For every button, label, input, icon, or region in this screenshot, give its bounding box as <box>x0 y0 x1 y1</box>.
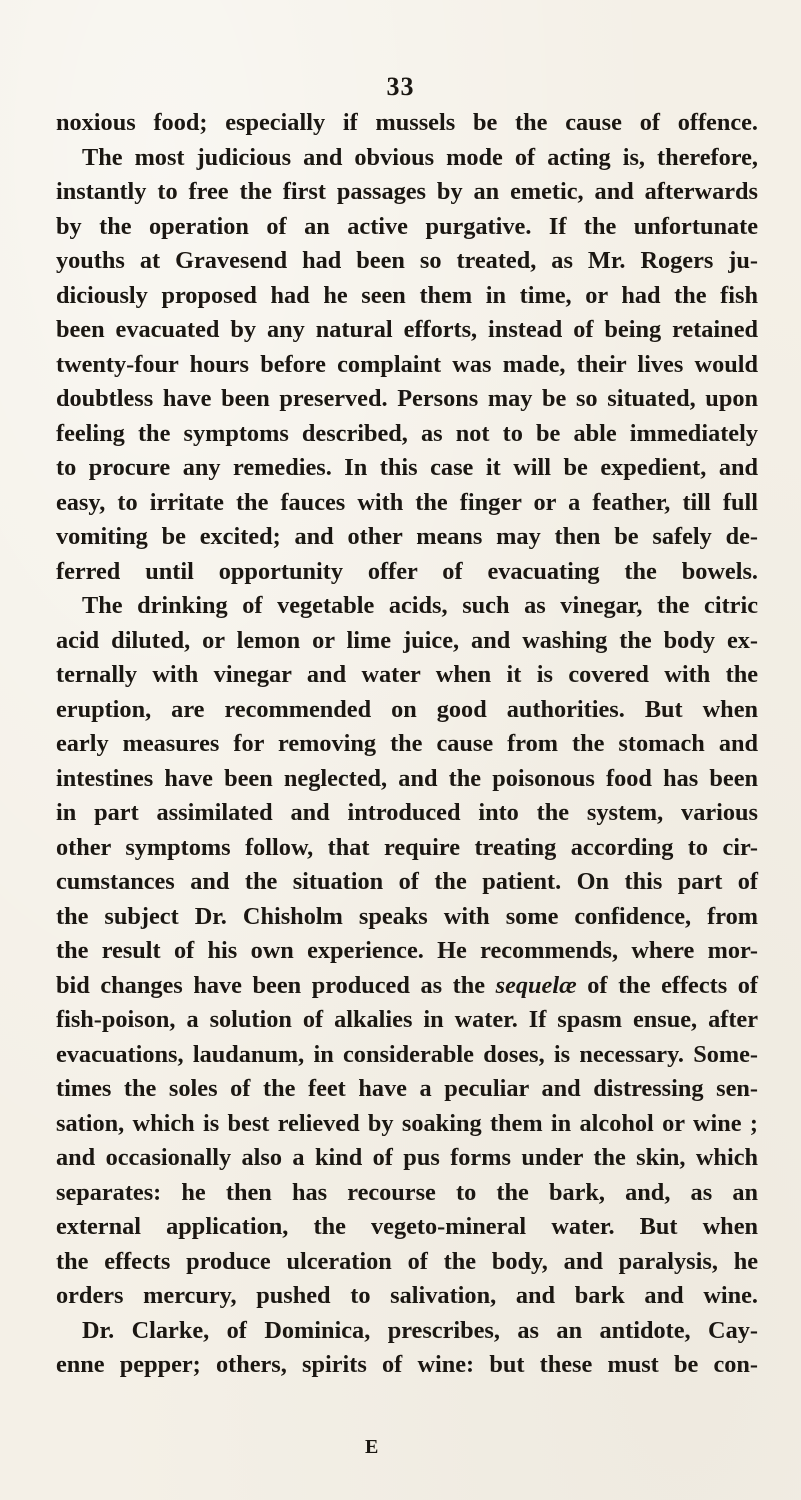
text-line: external application, the vegeto-mineral water. But when <box>56 1213 758 1240</box>
text-line: doubtless have been preserved. Persons may be so situated, upon <box>56 385 758 412</box>
text-line: times the soles of the feet have a peculiar and distressing sen- <box>56 1075 758 1102</box>
text-line: acid diluted, or lemon or lime juice, and washing the body ex- <box>56 626 758 654</box>
text-line: The drinking of vegetable acids, such as vinegar, the citric <box>82 592 758 619</box>
text-line: sation, which is best relieved by soaking them in alcohol or wine ; <box>56 1109 758 1137</box>
text-line: The most judicious and obvious mode of acting is, therefore, <box>82 143 758 171</box>
text-line: been evacuated by any natural efforts, instead of being retained <box>56 316 758 343</box>
text-line: other symptoms follow, that require treating according to cir- <box>56 833 758 861</box>
text-line: separates: he then has recourse to the bark, and, as an <box>56 1178 758 1206</box>
text-line: to procure any remedies. In this case it will be expedient, and <box>56 454 758 481</box>
text-line: and occasionally also a kind of pus forms under the skin, which <box>56 1144 758 1171</box>
text-line: evacuations, laudanum, in considerable doses, is necessary. Some- <box>56 1040 758 1068</box>
text-line: fish-poison, a solution of alkalies in water. If spasm ensue, after <box>56 1006 758 1033</box>
text-line: enne pepper; others, spirits of wine: but these must be con- <box>56 1351 758 1378</box>
text-line: intestines have been neglected, and the poisonous food has been <box>56 764 758 792</box>
text-line: the result of his own experience. He recommends, where mor- <box>56 937 758 964</box>
text-line: easy, to irritate the fauces with the finger or a feather, till full <box>56 488 758 516</box>
text-line: noxious food; especially if mussels be the cause of offence. <box>56 109 758 136</box>
text-line: vomiting be excited; and other means may then be safely de- <box>56 523 758 550</box>
body-text <box>56 106 758 1383</box>
text-line: ferred until opportunity offer of evacuating the bowels. <box>56 557 758 585</box>
text-line: orders mercury, pushed to salivation, and bark and wine. <box>56 1282 758 1309</box>
text-line: ternally with vinegar and water when it is covered with the <box>56 661 758 688</box>
text-line: early measures for removing the cause from the stomach and <box>56 730 758 757</box>
italic-term: sequelæ <box>495 971 577 999</box>
text-line: the subject Dr. Chisholm speaks with some confidence, from <box>56 902 758 930</box>
text-line: twenty-four hours before complaint was made, their lives would <box>56 350 758 378</box>
text-line: cumstances and the situation of the patient. On this part of <box>56 868 758 895</box>
text-line: bid changes have been produced as the sequelæ of the effects of <box>56 971 759 999</box>
signature-mark: E <box>365 1436 379 1458</box>
text-line: feeling the symptoms described, as not to be able immediately <box>56 419 758 447</box>
text-line: instantly to free the first passages by an emetic, and afterwards <box>56 178 758 205</box>
text-line: diciously proposed had he seen them in time, or had the fish <box>56 281 758 309</box>
text-line: the effects produce ulceration of the body, and paralysis, he <box>56 1247 758 1275</box>
text-line: eruption, are recommended on good authorities. But when <box>56 695 758 723</box>
text-line: youths at Gravesend had been so treated, as Mr. Rogers ju- <box>56 247 758 274</box>
text-line: by the operation of an active purgative. If the unfortunate <box>56 212 758 240</box>
text-line: in part assimilated and introduced into the system, various <box>56 799 758 826</box>
text-line: Dr. Clarke, of Dominica, prescribes, as an antidote, Cay- <box>82 1316 758 1344</box>
page-number: 33 <box>386 72 415 101</box>
